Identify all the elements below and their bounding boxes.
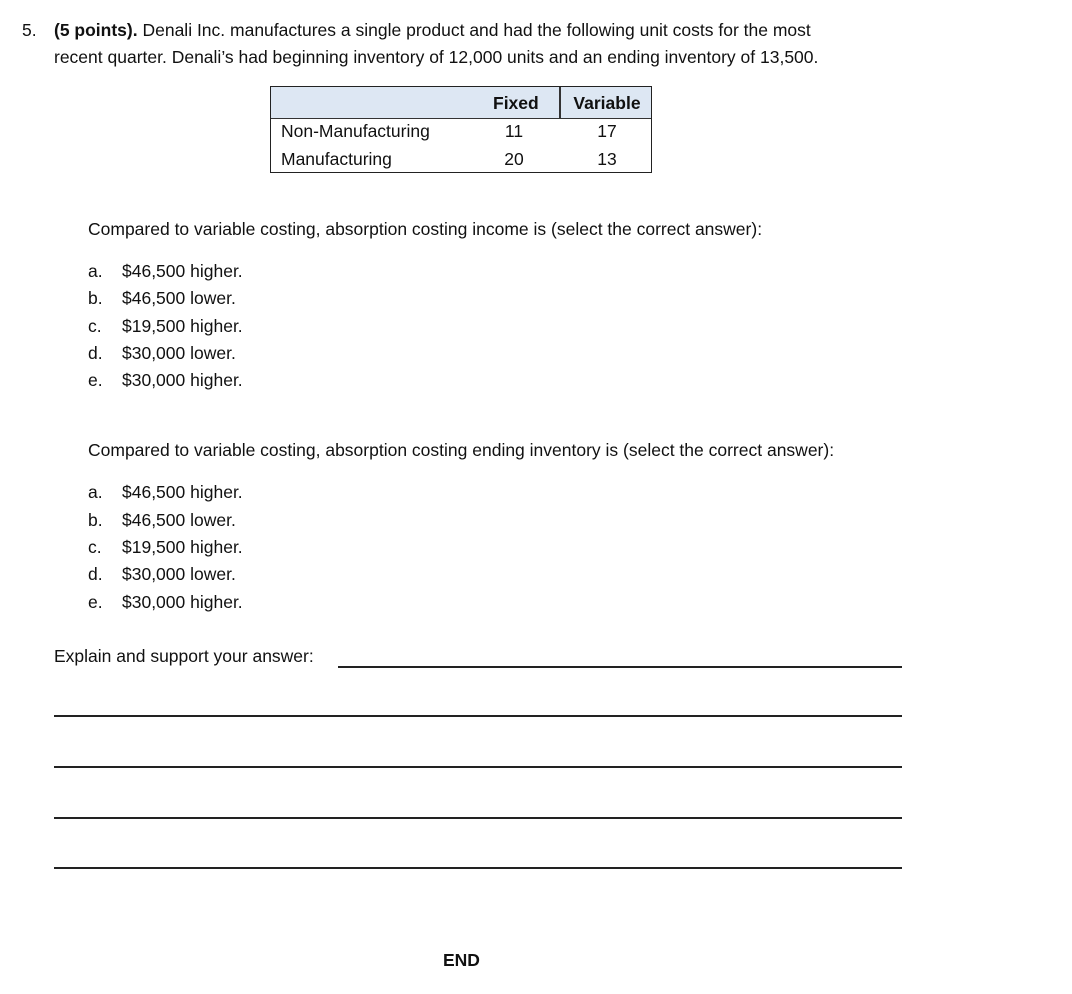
answer-line-5	[54, 867, 902, 869]
income-option-c: $19,500 higher.	[122, 316, 243, 336]
inventory-option-a: $46,500 higher.	[122, 482, 243, 502]
answer-line-4	[54, 817, 902, 819]
cell-non-manufacturing-variable: 17	[597, 121, 617, 141]
income-option-a: $46,500 higher.	[122, 261, 243, 281]
inventory-option-d: $30,000 lower.	[122, 564, 236, 584]
income-option-a-letter: a.	[88, 261, 103, 281]
header-fixed: Fixed	[493, 93, 539, 113]
inventory-option-c-letter: c.	[88, 537, 102, 557]
unit-cost-table	[270, 86, 652, 173]
inventory-option-d-letter: d.	[88, 564, 103, 584]
header-divider	[559, 87, 561, 119]
inventory-option-e-letter: e.	[88, 592, 103, 612]
inventory-option-a-letter: a.	[88, 482, 103, 502]
row-label-manufacturing: Manufacturing	[281, 149, 392, 169]
income-option-e-letter: e.	[88, 370, 103, 390]
end-label: END	[443, 950, 480, 970]
income-option-c-letter: c.	[88, 316, 102, 336]
inventory-option-e: $30,000 higher.	[122, 592, 243, 612]
question-text-line-2: recent quarter. Denali’s had beginning inventory of 12,000 units and an ending inventory of 13,500.	[54, 47, 819, 67]
inventory-option-b-letter: b.	[88, 510, 103, 530]
inventory-question-prompt: Compared to variable costing, absorption costing ending inventory is (select the correct answer):	[88, 440, 835, 460]
question-text-line-1	[54, 20, 811, 41]
income-option-b: $46,500 lower.	[122, 288, 236, 308]
cell-non-manufacturing-fixed: 11	[504, 121, 524, 141]
inventory-option-c: $19,500 higher.	[122, 537, 243, 557]
answer-line-3	[54, 766, 902, 768]
inventory-option-b: $46,500 lower.	[122, 510, 236, 530]
income-option-d: $30,000 lower.	[122, 343, 236, 363]
income-question-prompt: Compared to variable costing, absorption costing income is (select the correct answer):	[88, 219, 763, 239]
income-option-b-letter: b.	[88, 288, 103, 308]
cell-manufacturing-fixed: 20	[504, 149, 524, 169]
explain-label: Explain and support your answer:	[54, 646, 314, 666]
cell-manufacturing-variable: 13	[597, 149, 617, 169]
answer-line-1	[338, 666, 902, 668]
question-number: 5.	[22, 20, 37, 40]
question-text-line-1-rest: Denali Inc. manufactures a single product and had the following unit costs for the most	[137, 20, 811, 40]
answer-line-2	[54, 715, 902, 717]
row-label-non-manufacturing: Non-Manufacturing	[281, 121, 430, 141]
header-variable: Variable	[573, 93, 641, 113]
income-option-d-letter: d.	[88, 343, 103, 363]
income-option-e: $30,000 higher.	[122, 370, 243, 390]
question-points: (5 points).	[54, 20, 138, 40]
